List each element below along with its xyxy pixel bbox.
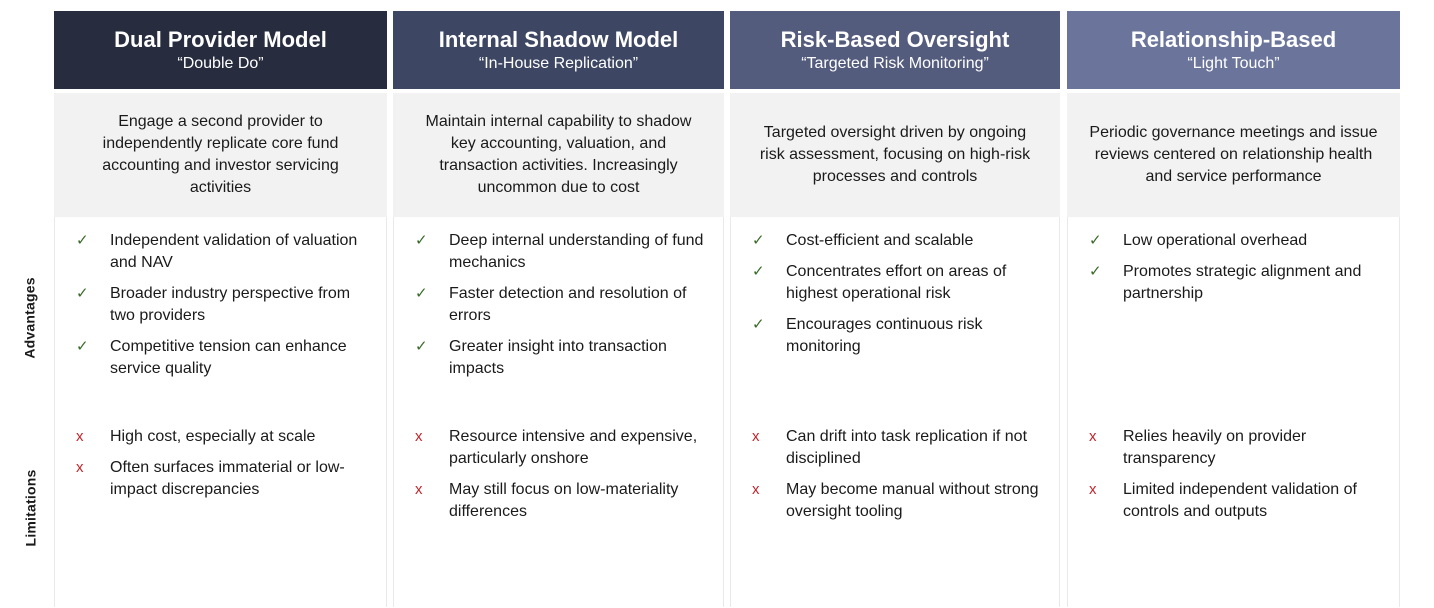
description-text: Targeted oversight driven by ongoing risk assessment, focusing on high-risk processes and controls [759,124,1031,185]
column-title: Internal Shadow Model [438,27,679,52]
item-text: Deep internal understanding of fund mechanics [449,232,704,271]
column-description [730,93,1060,217]
list-item [394,336,723,380]
item-text: May still focus on low-materiality differences [449,481,679,520]
item-text: Competitive tension can enhance service quality [110,338,347,377]
column-header [1067,11,1400,89]
list-item [55,283,386,327]
list-item [731,261,1059,305]
item-text: Low operational overhead [1123,232,1308,249]
advantages-list [1068,230,1399,314]
cross-icon: x [415,428,423,445]
description-text: Periodic governance meetings and issue reviews centered on relationship health and service performance [1089,124,1378,185]
cross-icon: x [415,481,423,498]
list-item [1068,261,1399,305]
list-item [1068,426,1399,470]
checkmark-icon: ✓ [752,316,765,333]
row-label-limitations [0,408,60,608]
column-1 [54,11,387,607]
column-header [730,11,1060,89]
item-text: May become manual without strong oversight tooling [786,481,1039,520]
checkmark-icon: ✓ [752,232,765,249]
list-item [55,426,386,448]
advantages-list [394,230,723,389]
list-item [55,336,386,380]
checkmark-icon: ✓ [76,285,89,302]
item-text: Relies heavily on provider transparency [1123,428,1307,467]
column-description [393,93,724,217]
row-label-advantages [0,218,60,418]
item-text: Resource intensive and expensive, particularly onshore [449,428,698,467]
list-item [55,457,386,501]
cross-icon: x [76,428,84,445]
list-item [1068,230,1399,252]
item-text: Limited independent validation of controls and outputs [1123,481,1357,520]
list-item [1068,479,1399,523]
advantages-label: Advantages [22,277,39,359]
list-item [731,314,1059,358]
item-text: Often surfaces immaterial or low-impact discrepancies [110,459,345,498]
item-text: Cost-efficient and scalable [786,232,974,249]
column-description [1067,93,1400,217]
item-text: Faster detection and resolution of errors [449,285,687,324]
cross-icon: x [752,428,760,445]
list-item [55,230,386,274]
limitations-list [55,426,386,510]
checkmark-icon: ✓ [76,338,89,355]
limitations-list [1068,426,1399,532]
column-body [730,217,1060,607]
limitations-list [394,426,723,532]
column-body [393,217,724,607]
cross-icon: x [1089,481,1097,498]
item-text: Encourages continuous risk monitoring [786,316,983,355]
checkmark-icon: ✓ [415,232,428,249]
list-item [394,479,723,523]
column-2 [393,11,724,607]
checkmark-icon: ✓ [415,285,428,302]
column-header [393,11,724,89]
column-subtitle: “Double Do” [177,55,264,72]
cross-icon: x [752,481,760,498]
column-body [54,217,387,607]
checkmark-icon: ✓ [1089,263,1102,280]
item-text: Can drift into task replication if not disciplined [786,428,1028,467]
checkmark-icon: ✓ [1089,232,1102,249]
description-text: Maintain internal capability to shadow key accounting, valuation, and transaction activities. Increasingly uncommon due to cost [425,113,692,196]
description-text: Engage a second provider to independently replicate core fund accounting and investor servicing activities [102,113,339,196]
list-item [731,479,1059,523]
column-title: Relationship-Based [1130,27,1337,52]
list-item [731,426,1059,470]
item-text: High cost, especially at scale [110,428,316,445]
list-item [394,283,723,327]
column-subtitle: “Light Touch” [1187,55,1280,72]
column-subtitle: “Targeted Risk Monitoring” [801,55,989,72]
limitations-label: Limitations [22,469,38,547]
limitations-list [731,426,1059,532]
cross-icon: x [76,459,84,476]
checkmark-icon: ✓ [752,263,765,280]
checkmark-icon: ✓ [415,338,428,355]
column-subtitle: “In-House Replication” [478,55,639,72]
column-body [1067,217,1400,607]
column-4 [1067,11,1400,607]
item-text: Concentrates effort on areas of highest operational risk [786,263,1007,302]
item-text: Greater insight into transaction impacts [449,338,667,377]
item-text: Broader industry perspective from two providers [110,285,351,324]
list-item [394,230,723,274]
item-text: Independent validation of valuation and NAV [110,232,358,271]
advantages-list [55,230,386,389]
column-title: Risk-Based Oversight [780,27,1010,52]
column-3 [730,11,1060,607]
list-item [731,230,1059,252]
checkmark-icon: ✓ [76,232,89,249]
list-item [394,426,723,470]
column-header [54,11,387,89]
advantages-list [731,230,1059,367]
column-title: Dual Provider Model [114,27,327,52]
item-text: Promotes strategic alignment and partnership [1123,263,1362,302]
column-description [54,93,387,217]
cross-icon: x [1089,428,1097,445]
